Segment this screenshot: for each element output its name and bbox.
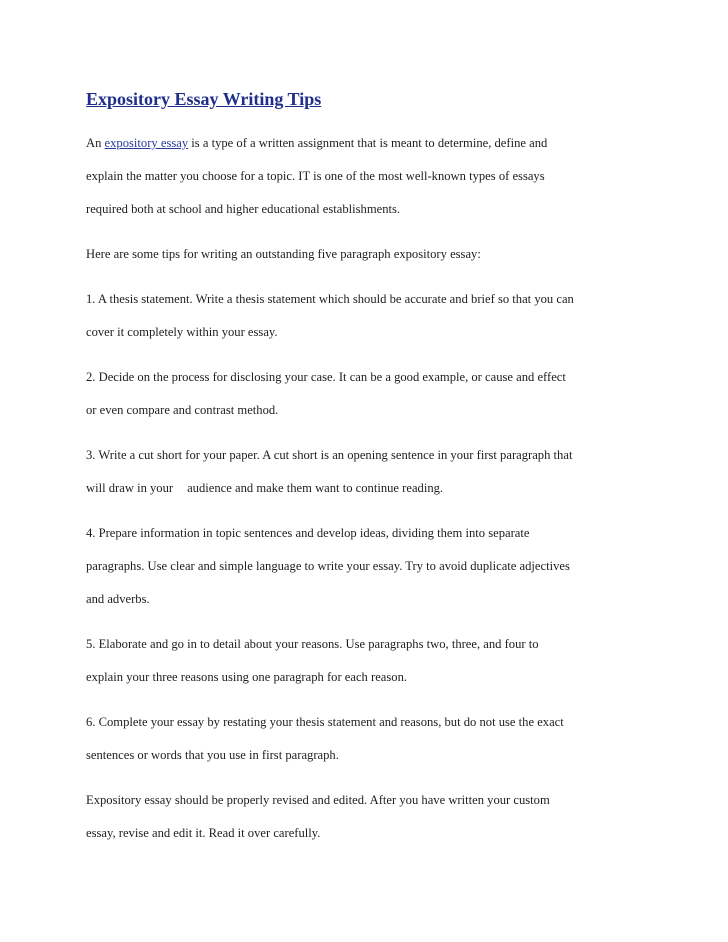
tip-3-line-2 bbox=[86, 472, 686, 505]
document-page bbox=[86, 86, 686, 850]
tip-4 bbox=[86, 517, 686, 616]
tip-5-line-1: 5. Elaborate and go in to detail about your reasons. Use paragraphs two, three, and four to bbox=[86, 637, 539, 651]
tip-3 bbox=[86, 439, 686, 505]
closing-line-1: Expository essay should be properly revised and edited. After you have written your custom bbox=[86, 793, 550, 807]
intro-line-1-rest: is a type of a written assignment that is meant to determine, define and bbox=[188, 136, 548, 150]
tip-5 bbox=[86, 628, 686, 694]
tip-3-line-2a: will draw in your bbox=[86, 481, 174, 495]
tip-3-line-2b: audience and make them want to continue reading. bbox=[187, 481, 444, 495]
tips-lead: Here are some tips for writing an outstanding five paragraph expository essay: bbox=[86, 247, 481, 261]
tip-4-line-1: 4. Prepare information in topic sentences and develop ideas, dividing them into separate bbox=[86, 526, 530, 540]
tip-4-line-2: paragraphs. Use clear and simple language to write your essay. Try to avoid duplicate adjectives bbox=[86, 559, 570, 573]
tip-5-line-2: explain your three reasons using one paragraph for each reason. bbox=[86, 670, 408, 684]
tip-2-line-1: 2. Decide on the process for disclosing your case. It can be a good example, or cause and effect bbox=[86, 370, 566, 384]
tip-2 bbox=[86, 361, 686, 427]
tip-3-line-1: 3. Write a cut short for your paper. A cut short is an opening sentence in your first paragraph that bbox=[86, 448, 573, 462]
tip-6 bbox=[86, 706, 686, 772]
intro-paragraph bbox=[86, 127, 686, 226]
tip-6-line-2: sentences or words that you use in first paragraph. bbox=[86, 748, 339, 762]
intro-line-2: explain the matter you choose for a topic. IT is one of the most well-known types of essays bbox=[86, 169, 545, 183]
tip-1-line-1: 1. A thesis statement. Write a thesis statement which should be accurate and brief so that you can bbox=[86, 292, 574, 306]
intro-line-1 bbox=[86, 127, 686, 160]
page-title: Expository Essay Writing Tips bbox=[86, 89, 322, 109]
intro-prefix: An bbox=[86, 136, 105, 150]
intro-line-3: required both at school and higher educational establishments. bbox=[86, 202, 401, 216]
tip-1-line-2: cover it completely within your essay. bbox=[86, 325, 278, 339]
tip-1 bbox=[86, 283, 686, 349]
expository-essay-link[interactable]: expository essay bbox=[104, 136, 189, 150]
tip-6-line-1: 6. Complete your essay by restating your thesis statement and reasons, but do not use the exact bbox=[86, 715, 564, 729]
closing-line-2: essay, revise and edit it. Read it over carefully. bbox=[86, 826, 321, 840]
tip-4-line-3: and adverbs. bbox=[86, 592, 150, 606]
closing-paragraph bbox=[86, 784, 686, 850]
tip-2-line-2: or even compare and contrast method. bbox=[86, 403, 279, 417]
